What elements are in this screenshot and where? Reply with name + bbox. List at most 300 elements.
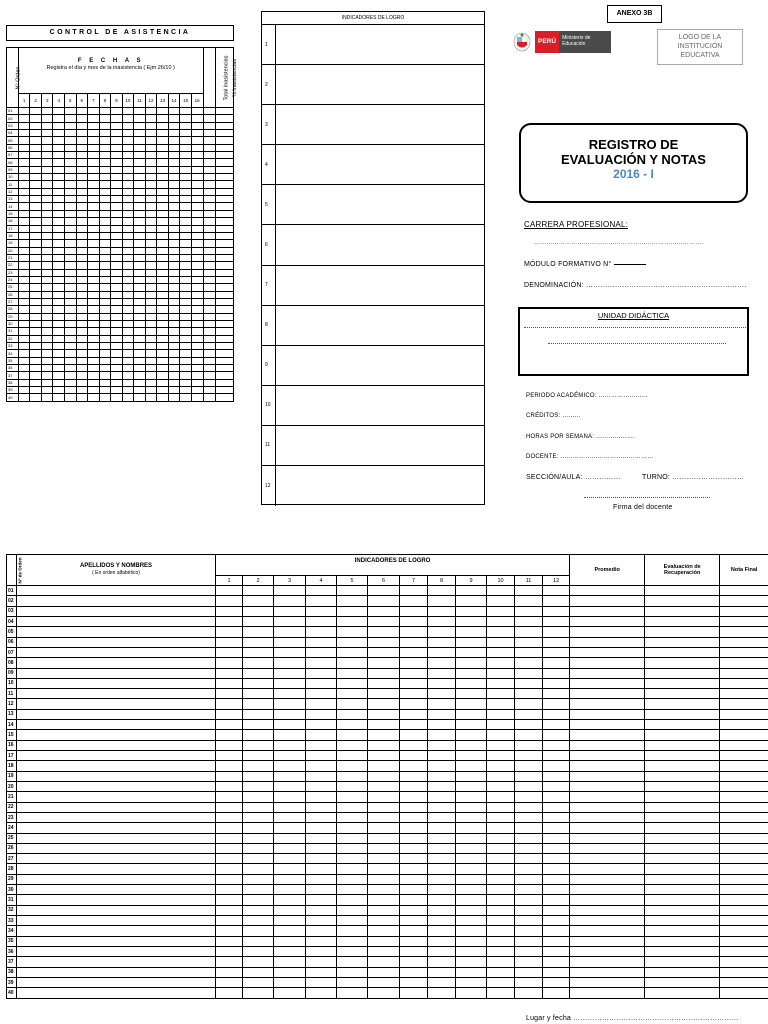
grade-cell[interactable] [274, 637, 306, 647]
attendance-cell[interactable] [111, 298, 123, 305]
attendance-cell[interactable] [99, 218, 111, 225]
attendance-cell[interactable] [191, 188, 203, 195]
grade-cell[interactable] [243, 957, 274, 967]
grade-cell[interactable] [400, 627, 428, 637]
attendance-cell[interactable] [53, 115, 65, 122]
attendance-cell[interactable] [145, 144, 157, 151]
attendance-cell[interactable] [111, 291, 123, 298]
grade-cell[interactable] [487, 647, 515, 657]
grade-cell[interactable] [515, 616, 543, 626]
attendance-cell[interactable] [180, 196, 192, 203]
attendance-cell[interactable] [122, 284, 134, 291]
attendance-cell[interactable] [216, 108, 234, 115]
attendance-cell[interactable] [157, 394, 169, 401]
attendance-cell[interactable] [53, 269, 65, 276]
attendance-cell[interactable] [18, 291, 30, 298]
attendance-cell[interactable] [18, 350, 30, 357]
attendance-cell[interactable] [191, 350, 203, 357]
attendance-cell[interactable] [30, 122, 42, 129]
attendance-cell[interactable] [99, 306, 111, 313]
grade-cell[interactable] [337, 905, 368, 915]
attendance-cell[interactable] [145, 122, 157, 129]
attendance-cell[interactable] [41, 188, 53, 195]
grade-cell[interactable] [368, 843, 400, 853]
attendance-cell[interactable] [180, 166, 192, 173]
attendance-cell[interactable] [216, 225, 234, 232]
attendance-cell[interactable] [203, 291, 216, 298]
grade-cell[interactable] [274, 668, 306, 678]
grade-cell[interactable] [400, 926, 428, 936]
attendance-cell[interactable] [134, 357, 146, 364]
grade-cell[interactable] [645, 751, 720, 761]
attendance-cell[interactable] [168, 232, 180, 239]
attendance-cell[interactable] [88, 210, 100, 217]
grade-cell[interactable] [274, 751, 306, 761]
attendance-cell[interactable] [65, 130, 77, 137]
grade-cell[interactable] [368, 926, 400, 936]
attendance-cell[interactable] [18, 130, 30, 137]
grade-cell[interactable] [337, 678, 368, 688]
grade-cell[interactable] [570, 689, 645, 699]
grade-cell[interactable] [216, 957, 243, 967]
attendance-cell[interactable] [134, 298, 146, 305]
grade-cell[interactable] [645, 720, 720, 730]
grade-cell[interactable] [645, 854, 720, 864]
grade-cell[interactable] [400, 740, 428, 750]
attendance-cell[interactable] [122, 262, 134, 269]
attendance-cell[interactable] [168, 174, 180, 181]
grade-cell[interactable] [570, 709, 645, 719]
attendance-cell[interactable] [168, 276, 180, 283]
attendance-cell[interactable] [88, 247, 100, 254]
grade-cell[interactable] [543, 647, 570, 657]
attendance-cell[interactable] [18, 166, 30, 173]
attendance-cell[interactable] [65, 350, 77, 357]
attendance-cell[interactable] [30, 306, 42, 313]
student-name-cell[interactable] [17, 658, 216, 668]
attendance-cell[interactable] [191, 394, 203, 401]
attendance-cell[interactable] [65, 357, 77, 364]
attendance-cell[interactable] [99, 365, 111, 372]
grade-cell[interactable] [337, 823, 368, 833]
attendance-cell[interactable] [145, 108, 157, 115]
attendance-cell[interactable] [76, 298, 88, 305]
attendance-cell[interactable] [157, 291, 169, 298]
grade-cell[interactable] [368, 740, 400, 750]
grade-cell[interactable] [487, 730, 515, 740]
attendance-cell[interactable] [203, 247, 216, 254]
grade-cell[interactable] [306, 936, 337, 946]
attendance-cell[interactable] [157, 188, 169, 195]
attendance-cell[interactable] [99, 357, 111, 364]
grade-cell[interactable] [274, 792, 306, 802]
grade-cell[interactable] [543, 606, 570, 616]
attendance-cell[interactable] [30, 335, 42, 342]
attendance-cell[interactable] [203, 254, 216, 261]
attendance-cell[interactable] [191, 130, 203, 137]
grade-cell[interactable] [428, 823, 456, 833]
grade-cell[interactable] [515, 916, 543, 926]
grade-cell[interactable] [720, 864, 768, 874]
attendance-cell[interactable] [134, 276, 146, 283]
grade-cell[interactable] [543, 812, 570, 822]
attendance-cell[interactable] [145, 240, 157, 247]
attendance-cell[interactable] [168, 218, 180, 225]
attendance-cell[interactable] [18, 225, 30, 232]
attendance-cell[interactable] [111, 225, 123, 232]
grade-cell[interactable] [400, 658, 428, 668]
grade-cell[interactable] [243, 720, 274, 730]
attendance-cell[interactable] [76, 269, 88, 276]
attendance-cell[interactable] [53, 365, 65, 372]
grade-cell[interactable] [515, 606, 543, 616]
attendance-cell[interactable] [134, 108, 146, 115]
attendance-cell[interactable] [145, 166, 157, 173]
attendance-cell[interactable] [216, 291, 234, 298]
grade-cell[interactable] [515, 905, 543, 915]
grade-cell[interactable] [243, 771, 274, 781]
attendance-cell[interactable] [41, 137, 53, 144]
attendance-cell[interactable] [168, 122, 180, 129]
attendance-cell[interactable] [111, 115, 123, 122]
grade-cell[interactable] [570, 730, 645, 740]
attendance-cell[interactable] [65, 291, 77, 298]
grade-cell[interactable] [400, 812, 428, 822]
grade-cell[interactable] [400, 823, 428, 833]
grade-cell[interactable] [400, 895, 428, 905]
attendance-cell[interactable] [168, 379, 180, 386]
attendance-cell[interactable] [180, 387, 192, 394]
grade-cell[interactable] [515, 967, 543, 977]
grade-cell[interactable] [368, 730, 400, 740]
grade-cell[interactable] [487, 658, 515, 668]
attendance-cell[interactable] [122, 320, 134, 327]
attendance-cell[interactable] [157, 196, 169, 203]
grade-cell[interactable] [428, 988, 456, 998]
attendance-cell[interactable] [145, 320, 157, 327]
attendance-cell[interactable] [76, 137, 88, 144]
grade-cell[interactable] [645, 637, 720, 647]
attendance-cell[interactable] [216, 284, 234, 291]
grade-cell[interactable] [428, 967, 456, 977]
grade-cell[interactable] [428, 977, 456, 987]
grade-cell[interactable] [515, 689, 543, 699]
attendance-cell[interactable] [18, 196, 30, 203]
student-name-cell[interactable] [17, 988, 216, 998]
attendance-cell[interactable] [65, 343, 77, 350]
attendance-cell[interactable] [99, 166, 111, 173]
grade-cell[interactable] [337, 812, 368, 822]
grade-cell[interactable] [306, 771, 337, 781]
grade-cell[interactable] [570, 988, 645, 998]
attendance-cell[interactable] [41, 394, 53, 401]
attendance-cell[interactable] [111, 232, 123, 239]
grade-cell[interactable] [570, 885, 645, 895]
grade-cell[interactable] [400, 678, 428, 688]
attendance-cell[interactable] [18, 284, 30, 291]
grade-cell[interactable] [400, 854, 428, 864]
attendance-cell[interactable] [88, 387, 100, 394]
attendance-cell[interactable] [88, 365, 100, 372]
grade-cell[interactable] [306, 637, 337, 647]
attendance-cell[interactable] [180, 372, 192, 379]
grade-cell[interactable] [368, 854, 400, 864]
grade-cell[interactable] [456, 967, 487, 977]
attendance-cell[interactable] [88, 335, 100, 342]
grade-cell[interactable] [720, 957, 768, 967]
attendance-cell[interactable] [111, 144, 123, 151]
attendance-cell[interactable] [122, 159, 134, 166]
grade-cell[interactable] [720, 895, 768, 905]
grade-cell[interactable] [337, 606, 368, 616]
attendance-cell[interactable] [30, 218, 42, 225]
attendance-cell[interactable] [134, 262, 146, 269]
grade-cell[interactable] [543, 678, 570, 688]
grade-cell[interactable] [543, 709, 570, 719]
grade-cell[interactable] [400, 802, 428, 812]
attendance-cell[interactable] [157, 130, 169, 137]
attendance-cell[interactable] [76, 387, 88, 394]
grade-cell[interactable] [400, 833, 428, 843]
attendance-cell[interactable] [134, 137, 146, 144]
attendance-cell[interactable] [122, 225, 134, 232]
attendance-cell[interactable] [145, 254, 157, 261]
attendance-cell[interactable] [41, 254, 53, 261]
attendance-cell[interactable] [88, 276, 100, 283]
attendance-cell[interactable] [145, 357, 157, 364]
attendance-cell[interactable] [41, 115, 53, 122]
grade-cell[interactable] [368, 967, 400, 977]
grade-cell[interactable] [216, 802, 243, 812]
student-name-cell[interactable] [17, 864, 216, 874]
attendance-cell[interactable] [65, 152, 77, 159]
indicator-text-cell[interactable] [276, 185, 484, 224]
grade-cell[interactable] [487, 616, 515, 626]
grade-cell[interactable] [216, 874, 243, 884]
grade-cell[interactable] [243, 596, 274, 606]
attendance-cell[interactable] [30, 152, 42, 159]
attendance-cell[interactable] [203, 269, 216, 276]
attendance-cell[interactable] [157, 276, 169, 283]
grade-cell[interactable] [368, 977, 400, 987]
attendance-cell[interactable] [157, 144, 169, 151]
grade-cell[interactable] [243, 874, 274, 884]
grade-cell[interactable] [400, 905, 428, 915]
attendance-cell[interactable] [65, 394, 77, 401]
grade-cell[interactable] [720, 678, 768, 688]
grade-cell[interactable] [456, 606, 487, 616]
attendance-cell[interactable] [145, 276, 157, 283]
attendance-cell[interactable] [53, 284, 65, 291]
attendance-cell[interactable] [122, 365, 134, 372]
grade-cell[interactable] [428, 730, 456, 740]
grade-cell[interactable] [720, 843, 768, 853]
grade-cell[interactable] [216, 885, 243, 895]
attendance-cell[interactable] [99, 108, 111, 115]
attendance-cell[interactable] [168, 196, 180, 203]
attendance-cell[interactable] [18, 372, 30, 379]
attendance-cell[interactable] [88, 203, 100, 210]
attendance-cell[interactable] [134, 379, 146, 386]
grade-cell[interactable] [306, 895, 337, 905]
grade-cell[interactable] [368, 792, 400, 802]
student-name-cell[interactable] [17, 854, 216, 864]
attendance-cell[interactable] [157, 320, 169, 327]
grade-cell[interactable] [487, 864, 515, 874]
attendance-cell[interactable] [88, 379, 100, 386]
attendance-cell[interactable] [216, 357, 234, 364]
attendance-cell[interactable] [180, 284, 192, 291]
attendance-cell[interactable] [134, 247, 146, 254]
grade-cell[interactable] [570, 843, 645, 853]
grade-cell[interactable] [400, 874, 428, 884]
student-name-cell[interactable] [17, 874, 216, 884]
attendance-cell[interactable] [65, 276, 77, 283]
attendance-cell[interactable] [30, 247, 42, 254]
attendance-cell[interactable] [191, 298, 203, 305]
attendance-cell[interactable] [99, 137, 111, 144]
grade-cell[interactable] [428, 586, 456, 596]
grade-cell[interactable] [428, 946, 456, 956]
student-name-cell[interactable] [17, 689, 216, 699]
grade-cell[interactable] [645, 606, 720, 616]
attendance-cell[interactable] [76, 232, 88, 239]
attendance-cell[interactable] [99, 152, 111, 159]
attendance-cell[interactable] [41, 152, 53, 159]
attendance-cell[interactable] [30, 276, 42, 283]
attendance-cell[interactable] [111, 269, 123, 276]
grade-cell[interactable] [720, 885, 768, 895]
attendance-cell[interactable] [53, 320, 65, 327]
grade-cell[interactable] [337, 988, 368, 998]
attendance-cell[interactable] [145, 247, 157, 254]
attendance-cell[interactable] [180, 262, 192, 269]
grade-cell[interactable] [543, 689, 570, 699]
grade-cell[interactable] [337, 926, 368, 936]
attendance-cell[interactable] [18, 152, 30, 159]
attendance-cell[interactable] [168, 291, 180, 298]
grade-cell[interactable] [456, 977, 487, 987]
grade-cell[interactable] [645, 740, 720, 750]
grade-cell[interactable] [306, 916, 337, 926]
grade-cell[interactable] [428, 606, 456, 616]
attendance-cell[interactable] [216, 262, 234, 269]
attendance-cell[interactable] [88, 313, 100, 320]
attendance-cell[interactable] [191, 137, 203, 144]
grade-cell[interactable] [243, 988, 274, 998]
attendance-cell[interactable] [76, 108, 88, 115]
grade-cell[interactable] [216, 843, 243, 853]
grade-cell[interactable] [645, 689, 720, 699]
grade-cell[interactable] [720, 761, 768, 771]
grade-cell[interactable] [570, 812, 645, 822]
grade-cell[interactable] [543, 864, 570, 874]
grade-cell[interactable] [720, 926, 768, 936]
grade-cell[interactable] [216, 678, 243, 688]
grade-cell[interactable] [243, 637, 274, 647]
attendance-cell[interactable] [76, 181, 88, 188]
grade-cell[interactable] [216, 854, 243, 864]
attendance-cell[interactable] [180, 313, 192, 320]
grade-cell[interactable] [720, 916, 768, 926]
grade-cell[interactable] [456, 720, 487, 730]
attendance-cell[interactable] [168, 210, 180, 217]
grade-cell[interactable] [456, 916, 487, 926]
attendance-cell[interactable] [99, 247, 111, 254]
attendance-cell[interactable] [99, 394, 111, 401]
grade-cell[interactable] [487, 967, 515, 977]
attendance-cell[interactable] [168, 357, 180, 364]
grade-cell[interactable] [456, 792, 487, 802]
grade-cell[interactable] [368, 637, 400, 647]
attendance-cell[interactable] [41, 357, 53, 364]
attendance-cell[interactable] [168, 335, 180, 342]
grade-cell[interactable] [487, 946, 515, 956]
attendance-cell[interactable] [168, 350, 180, 357]
attendance-cell[interactable] [30, 343, 42, 350]
grade-cell[interactable] [487, 916, 515, 926]
grade-cell[interactable] [543, 616, 570, 626]
attendance-cell[interactable] [157, 203, 169, 210]
grade-cell[interactable] [216, 699, 243, 709]
attendance-cell[interactable] [53, 196, 65, 203]
grade-cell[interactable] [543, 926, 570, 936]
attendance-cell[interactable] [180, 328, 192, 335]
attendance-cell[interactable] [122, 291, 134, 298]
attendance-cell[interactable] [111, 166, 123, 173]
attendance-cell[interactable] [88, 357, 100, 364]
grade-cell[interactable] [515, 833, 543, 843]
grade-cell[interactable] [515, 792, 543, 802]
attendance-cell[interactable] [203, 298, 216, 305]
grade-cell[interactable] [216, 916, 243, 926]
attendance-cell[interactable] [203, 166, 216, 173]
attendance-cell[interactable] [30, 357, 42, 364]
attendance-cell[interactable] [145, 306, 157, 313]
attendance-cell[interactable] [180, 254, 192, 261]
attendance-cell[interactable] [216, 115, 234, 122]
grade-cell[interactable] [428, 812, 456, 822]
attendance-cell[interactable] [88, 343, 100, 350]
grade-cell[interactable] [720, 936, 768, 946]
attendance-cell[interactable] [53, 218, 65, 225]
attendance-cell[interactable] [134, 269, 146, 276]
grade-cell[interactable] [368, 905, 400, 915]
grade-cell[interactable] [368, 895, 400, 905]
grade-cell[interactable] [570, 761, 645, 771]
attendance-cell[interactable] [134, 174, 146, 181]
attendance-cell[interactable] [157, 122, 169, 129]
grade-cell[interactable] [274, 596, 306, 606]
grade-cell[interactable] [400, 586, 428, 596]
grade-cell[interactable] [216, 637, 243, 647]
grade-cell[interactable] [543, 885, 570, 895]
attendance-cell[interactable] [53, 152, 65, 159]
attendance-cell[interactable] [111, 262, 123, 269]
attendance-cell[interactable] [30, 365, 42, 372]
attendance-cell[interactable] [157, 232, 169, 239]
grade-cell[interactable] [487, 926, 515, 936]
grade-cell[interactable] [570, 874, 645, 884]
attendance-cell[interactable] [168, 269, 180, 276]
grade-cell[interactable] [243, 606, 274, 616]
attendance-cell[interactable] [180, 159, 192, 166]
attendance-cell[interactable] [99, 159, 111, 166]
attendance-cell[interactable] [191, 166, 203, 173]
grade-cell[interactable] [306, 905, 337, 915]
grade-cell[interactable] [515, 977, 543, 987]
attendance-cell[interactable] [203, 394, 216, 401]
